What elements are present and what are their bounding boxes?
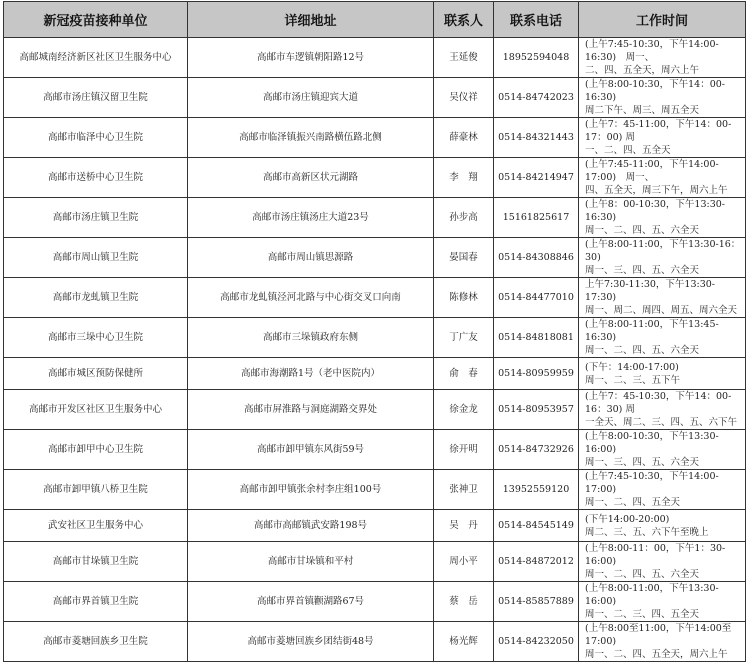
address-cell: 高邮市汤庄镇迎宾大道 xyxy=(188,78,434,118)
hours-line: (下午：14:00-17:00) xyxy=(585,361,679,373)
hours-cell xyxy=(579,582,746,622)
phone-cell: 15161825617 xyxy=(494,198,579,238)
hours-line: (下午14:00-20:00) xyxy=(585,513,670,525)
hours-line: 周一、二、四、五、六全天 xyxy=(585,225,700,236)
table-row xyxy=(4,622,746,662)
hours-line: 上午7:30-11:30，下午13:30-17:30) xyxy=(585,279,716,303)
hours-line: 二、四、五全天，周六上午 xyxy=(585,65,700,76)
hours-cell xyxy=(579,38,746,78)
hours-line: (上午8:00-10:30，下午13:30-16:00) xyxy=(585,431,719,455)
hours-line: 周一、二、四、五、六全天 xyxy=(585,345,700,356)
table-row xyxy=(4,582,746,622)
hours-cell xyxy=(579,78,746,118)
phone-cell: 0514-84232050 xyxy=(494,622,579,662)
hours-line: (上午7:45-10:30，下午14:00-17:00) xyxy=(585,471,719,495)
hours-line: 周一、三、四、五、六全天 xyxy=(585,457,700,468)
phone-cell: 0514-84321443 xyxy=(494,118,579,158)
hours-cell xyxy=(579,238,746,278)
hours-line: 周一、周二、周四、周五、周六全天 xyxy=(585,305,738,316)
table-row xyxy=(4,118,746,158)
contact-cell: 李 翔 xyxy=(434,158,494,198)
phone-cell: 0514-84545149 xyxy=(494,510,579,542)
phone-cell: 0514-84214947 xyxy=(494,158,579,198)
hours-line: 周一、二、三、四、五全天 xyxy=(585,609,700,620)
contact-cell: 蔡 岳 xyxy=(434,582,494,622)
header-row xyxy=(4,2,746,38)
address-cell: 高邮市汤庄镇汤庄大道23号 xyxy=(188,198,434,238)
hours-cell xyxy=(579,118,746,158)
contact-cell: 孙步高 xyxy=(434,198,494,238)
hours-line: (上午7:45-10:30，下午14:00-16:30) 周一、 xyxy=(585,39,719,63)
header-phone: 联系电话 xyxy=(494,2,579,38)
contact-cell: 陈修林 xyxy=(434,278,494,318)
address-cell: 高邮市海潮路1号（老中医院内） xyxy=(188,358,434,390)
address-cell: 高邮市屏淮路与洞庭湖路交界处 xyxy=(188,390,434,430)
unit-cell: 高邮市送桥中心卫生院 xyxy=(4,158,188,198)
address-cell: 高邮市周山镇思源路 xyxy=(188,238,434,278)
hours-cell xyxy=(579,198,746,238)
unit-cell: 高邮市开发区社区卫生服务中心 xyxy=(4,390,188,430)
hours-line: (上午8:00-11:00，下午13:30-16:00) xyxy=(585,583,719,607)
hours-line: 周一、二、四、五全天，周六上午 xyxy=(585,649,728,660)
hours-line: (上午7：45-11:00，下午14：00-17：00) 周 xyxy=(585,119,732,143)
unit-cell: 高邮市临泽中心卫生院 xyxy=(4,118,188,158)
hours-cell xyxy=(579,622,746,662)
table-row xyxy=(4,542,746,582)
vaccination-sites-table xyxy=(3,1,746,662)
table-row xyxy=(4,358,746,390)
contact-cell: 晏国春 xyxy=(434,238,494,278)
hours-cell xyxy=(579,158,746,198)
hours-line: (上午8:00-10:30，下午14：00-16:30) xyxy=(585,79,726,103)
hours-line: 一、二、四、五全天 xyxy=(585,145,671,156)
hours-line: (上午8：00-10:30，下午13:30-16:30) xyxy=(585,199,726,223)
table-row xyxy=(4,318,746,358)
header-address: 详细地址 xyxy=(188,2,434,38)
hours-cell xyxy=(579,278,746,318)
hours-line: (上午8:00-11:00，下午13:45-16:30) xyxy=(585,319,719,343)
contact-cell: 吴 丹 xyxy=(434,510,494,542)
unit-cell: 高邮市菱塘回族乡卫生院 xyxy=(4,622,188,662)
unit-cell: 武安社区卫生服务中心 xyxy=(4,510,188,542)
unit-cell: 高邮市龙虬镇卫生院 xyxy=(4,278,188,318)
hours-line: (上午8:00-11:00，下午13:30-16：30) xyxy=(585,239,741,263)
contact-cell: 张神卫 xyxy=(434,470,494,510)
phone-cell: 0514-84477010 xyxy=(494,278,579,318)
table-row xyxy=(4,510,746,542)
contact-cell: 丁广友 xyxy=(434,318,494,358)
phone-cell: 0514-84732926 xyxy=(494,430,579,470)
hours-line: (上午8:00-11：00，下午1：30-16:00) xyxy=(585,543,726,567)
hours-line: 周一、二、三、五下午 xyxy=(585,374,681,386)
hours-line: 周二、三、五、六下午至晚上 xyxy=(585,526,709,538)
phone-cell: 0514-80953957 xyxy=(494,390,579,430)
hours-cell xyxy=(579,510,746,542)
unit-cell: 高邮市三垛中心卫生院 xyxy=(4,318,188,358)
hours-line: 四、五全天，周三下午，周六上午 xyxy=(585,185,728,196)
address-cell: 高邮市菱塘回族乡团结街48号 xyxy=(188,622,434,662)
contact-cell: 杨光辉 xyxy=(434,622,494,662)
contact-cell: 王延俊 xyxy=(434,38,494,78)
hours-line: 周一、三、四、五、六全天 xyxy=(585,265,700,276)
hours-cell xyxy=(579,318,746,358)
unit-cell: 高邮城南经济新区社区卫生服务中心 xyxy=(4,38,188,78)
unit-cell: 高邮市汤庄镇卫生院 xyxy=(4,198,188,238)
phone-cell: 18952594048 xyxy=(494,38,579,78)
hours-line: (上午7：45-10:30，下午14：00-16：30) 周 xyxy=(585,391,732,415)
address-cell: 高邮市界首镇颧湖路67号 xyxy=(188,582,434,622)
table-row xyxy=(4,470,746,510)
hours-cell xyxy=(579,542,746,582)
contact-cell: 薛豪林 xyxy=(434,118,494,158)
phone-cell: 0514-84742023 xyxy=(494,78,579,118)
table-row xyxy=(4,78,746,118)
phone-cell: 0514-84872012 xyxy=(494,542,579,582)
header-hours: 工作时间 xyxy=(579,2,746,38)
table-row xyxy=(4,38,746,78)
unit-cell: 高邮市界首镇卫生院 xyxy=(4,582,188,622)
hours-line: (上午7:45-11:00，下午14:00-17:00) 周一、 xyxy=(585,159,719,183)
table-row xyxy=(4,278,746,318)
table-row xyxy=(4,430,746,470)
phone-cell: 0514-80959959 xyxy=(494,358,579,390)
address-cell: 高邮市三垛镇政府东侧 xyxy=(188,318,434,358)
table-row xyxy=(4,158,746,198)
address-cell: 高邮市卸甲镇张余村李庄组100号 xyxy=(188,470,434,510)
hours-line: 周二下午、周三、周五全天 xyxy=(585,105,700,116)
phone-cell: 0514-84818081 xyxy=(494,318,579,358)
hours-cell xyxy=(579,430,746,470)
contact-cell: 吴仪祥 xyxy=(434,78,494,118)
address-cell: 高邮市甘垛镇和平村 xyxy=(188,542,434,582)
unit-cell: 高邮市周山镇卫生院 xyxy=(4,238,188,278)
hours-line: 周一、二、四、五、六全天 xyxy=(585,569,700,580)
unit-cell: 高邮市汤庄镇汉留卫生院 xyxy=(4,78,188,118)
hours-line: (上午8:00至11:00，下午14:00至17:00) xyxy=(585,623,732,647)
unit-cell: 高邮市卸甲镇八桥卫生院 xyxy=(4,470,188,510)
phone-cell: 0514-85857889 xyxy=(494,582,579,622)
unit-cell: 高邮市甘垛镇卫生院 xyxy=(4,542,188,582)
unit-cell: 高邮市城区预防保健所 xyxy=(4,358,188,390)
address-cell: 高邮市高新区状元湖路 xyxy=(188,158,434,198)
contact-cell: 俞 春 xyxy=(434,358,494,390)
table-body xyxy=(4,38,746,662)
phone-cell: 0514-84308846 xyxy=(494,238,579,278)
hours-line: 一全天、周二、三、四、五、六下午 xyxy=(585,417,738,428)
phone-cell: 13952559120 xyxy=(494,470,579,510)
address-cell: 高邮市车逻镇朝阳路12号 xyxy=(188,38,434,78)
hours-cell xyxy=(579,358,746,390)
unit-cell: 高邮市卸甲中心卫生院 xyxy=(4,430,188,470)
address-cell: 高邮市卸甲镇东风街59号 xyxy=(188,430,434,470)
address-cell: 高邮市龙虬镇泾河北路与中心街交叉口向南 xyxy=(188,278,434,318)
hours-line: 周一、二、四、五全天 xyxy=(585,497,681,508)
table-row xyxy=(4,390,746,430)
header-unit: 新冠疫苗接种单位 xyxy=(4,2,188,38)
contact-cell: 周小平 xyxy=(434,542,494,582)
address-cell: 高邮市临泽镇振兴南路横伍路北侧 xyxy=(188,118,434,158)
contact-cell: 徐金龙 xyxy=(434,390,494,430)
header-contact: 联系人 xyxy=(434,2,494,38)
contact-cell: 徐开明 xyxy=(434,430,494,470)
table-row xyxy=(4,198,746,238)
hours-cell xyxy=(579,470,746,510)
table-row xyxy=(4,238,746,278)
hours-cell xyxy=(579,390,746,430)
address-cell: 高邮市高邮镇武安路198号 xyxy=(188,510,434,542)
